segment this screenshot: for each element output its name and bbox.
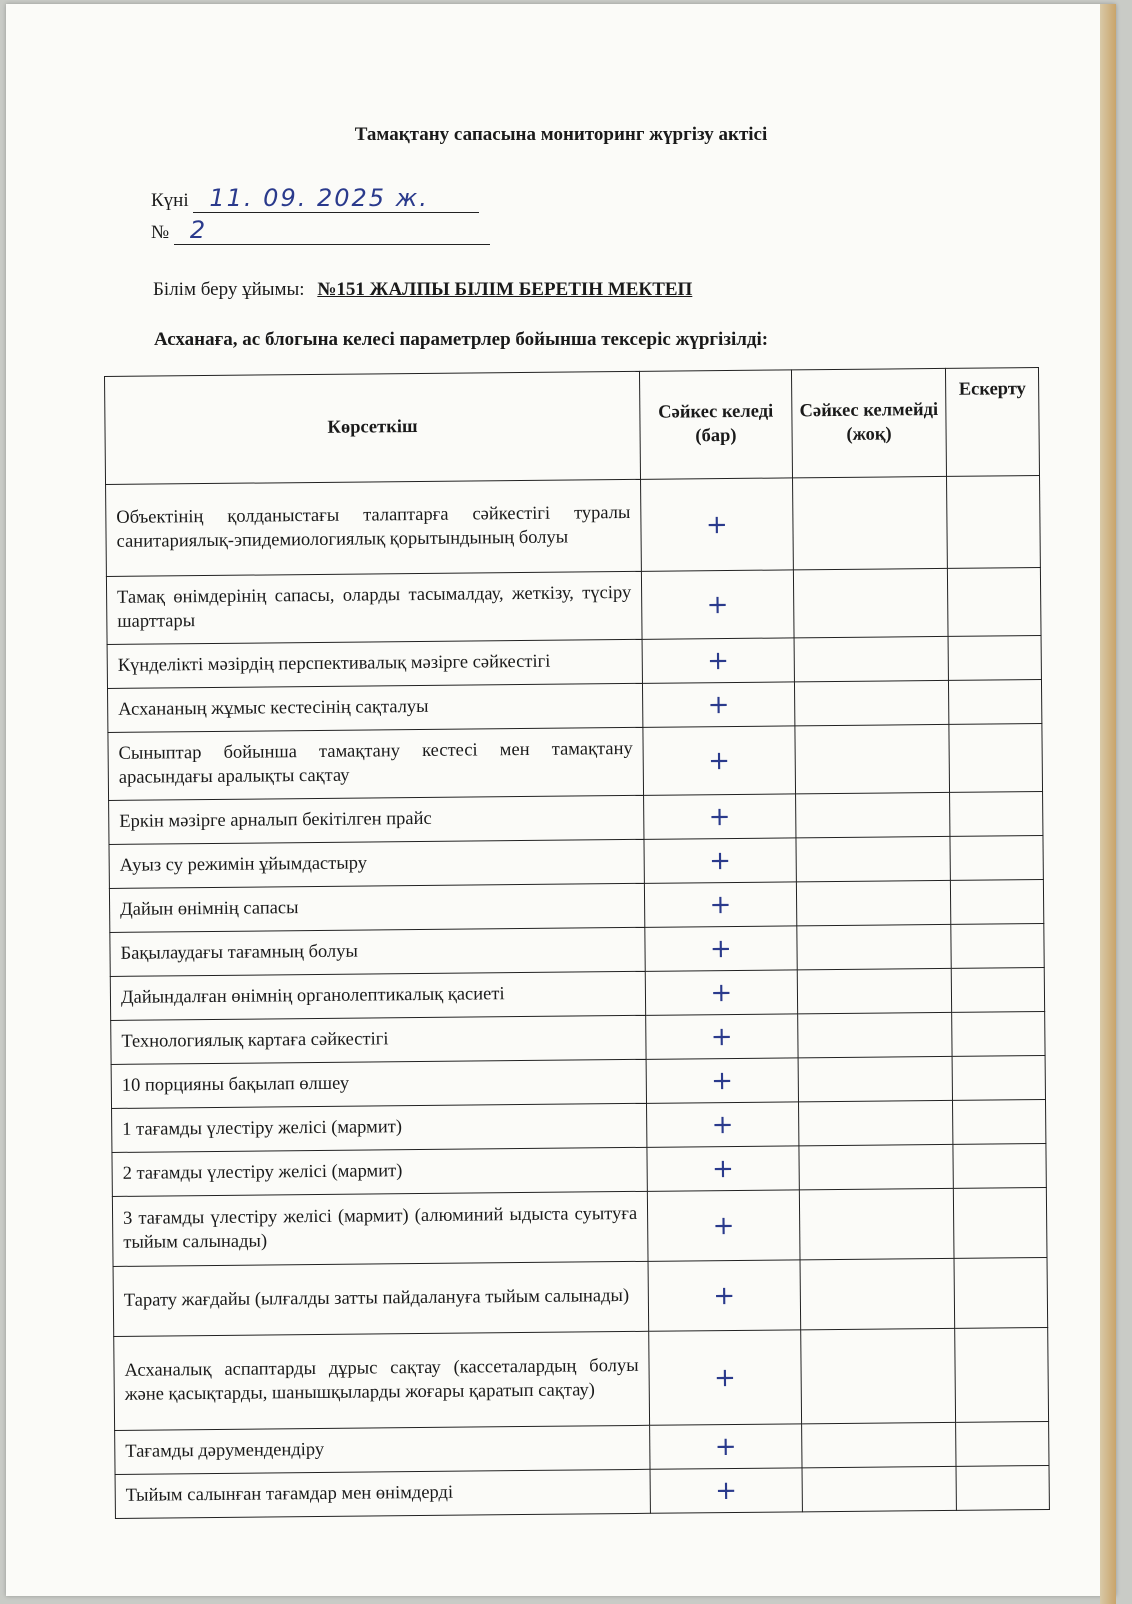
number-row <box>151 216 490 245</box>
compliant-mark: + <box>641 570 793 639</box>
non-compliant-mark <box>796 924 951 969</box>
organization-name: №151 ЖАЛПЫ БІЛІМ БЕРЕТІН МЕКТЕП <box>317 279 693 300</box>
note-cell <box>947 476 1041 569</box>
document-page <box>6 4 1116 1596</box>
indicator-cell: Технологиялық картаға сәйкестігі <box>111 1015 646 1064</box>
note-cell <box>951 924 1044 969</box>
inspection-intro: Асханаға, ас блогына келесі параметрлер бойынша тексеріс жүргізілді: <box>154 329 769 350</box>
non-compliant-mark <box>795 792 950 837</box>
indicator-cell: Сыныптар бойынша тамақтану кестесі мен тамақтану арасындағы аралықты сақтау <box>108 727 644 800</box>
indicator-cell: Тарату жағдайы (ылғалды затты пайдалануға тыйым салынады) <box>113 1261 649 1336</box>
compliant-mark: + <box>647 1102 799 1147</box>
indicator-cell: Дайындалған өнімнің органолептикалық қасиеті <box>110 971 645 1020</box>
compliant-mark: + <box>646 1014 798 1059</box>
non-compliant-mark <box>802 1466 957 1511</box>
header-note: Ескерту <box>946 368 1040 477</box>
table-row <box>106 476 1041 577</box>
non-compliant-mark <box>799 1144 954 1189</box>
non-compliant-mark <box>797 1012 952 1057</box>
compliant-mark: + <box>650 1424 802 1469</box>
note-cell <box>950 792 1043 837</box>
indicator-cell: Объектінің қолданыстағы талаптарға сәйкестігі туралы санитариялық-эпидемиологиялық қорытындының болуы <box>106 479 642 576</box>
note-cell <box>951 880 1044 925</box>
compliant-mark: + <box>642 638 794 683</box>
non-compliant-mark <box>796 880 951 925</box>
note-cell <box>952 968 1045 1013</box>
number-label: № <box>151 222 170 243</box>
indicator-cell: Тағамды дәрумендендіру <box>115 1425 650 1474</box>
indicator-cell: Ауыз су режимін ұйымдастыру <box>109 839 644 888</box>
date-row <box>151 184 479 213</box>
number-value: 2 <box>174 216 490 245</box>
indicator-cell: Еркін мәзірге арналып бекітілген прайс <box>109 795 644 844</box>
table-header-row <box>105 368 1040 485</box>
compliant-mark: + <box>644 794 796 839</box>
non-compliant-mark <box>798 1100 953 1145</box>
indicator-cell: Асханалық аспаптарды дұрыс сақтау (кассеталардың болуы және қасықтарды, шанышқыларды жоғары қаратып сақтау) <box>114 1331 650 1430</box>
table-row <box>114 1327 1049 1430</box>
table-row <box>108 724 1043 801</box>
compliant-mark: + <box>647 1190 799 1261</box>
organization-row <box>153 279 692 301</box>
compliant-mark: + <box>650 1468 802 1513</box>
non-compliant-mark <box>798 1056 953 1101</box>
note-cell <box>953 1143 1046 1188</box>
note-cell <box>948 636 1041 681</box>
note-cell <box>952 1011 1045 1056</box>
non-compliant-mark <box>794 636 949 681</box>
indicator-cell: 2 тағамды үлестіру желісі (мармит) <box>112 1147 647 1196</box>
note-cell <box>954 1187 1047 1258</box>
non-compliant-mark <box>796 836 951 881</box>
note-cell <box>956 1465 1049 1510</box>
header-compliant: Сәйкес келеді (бар) <box>640 370 793 479</box>
note-cell <box>952 1055 1045 1100</box>
non-compliant-mark <box>792 476 948 569</box>
indicator-cell: Күнделікті мәзірдің перспективалық мәзірге сәйкестігі <box>107 639 642 688</box>
indicator-cell: Асхананың жұмыс кестесінің сақталуы <box>107 683 642 732</box>
non-compliant-mark <box>797 968 952 1013</box>
header-indicator: Көрсеткіш <box>105 371 641 484</box>
compliant-mark: + <box>646 1058 798 1103</box>
non-compliant-mark <box>800 1258 955 1329</box>
non-compliant-mark <box>800 1328 956 1423</box>
indicator-cell: Бақылаудағы тағамның болуы <box>110 927 645 976</box>
note-cell <box>954 1257 1047 1328</box>
note-cell <box>953 1099 1046 1144</box>
non-compliant-mark <box>794 680 949 725</box>
page-edge <box>1100 4 1116 1604</box>
compliant-mark: + <box>648 1260 800 1331</box>
indicator-cell: Тыйым салынған тағамдар мен өнімдерді <box>115 1469 650 1518</box>
date-value: 11. 09. 2025 ж. <box>193 184 479 213</box>
note-cell <box>949 724 1042 793</box>
note-cell <box>956 1421 1049 1466</box>
compliant-mark: + <box>641 478 793 571</box>
indicator-cell: 1 тағамды үлестіру желісі (мармит) <box>112 1103 647 1152</box>
compliant-mark: + <box>645 926 797 971</box>
compliant-mark: + <box>647 1146 799 1191</box>
table-body <box>106 476 1050 1519</box>
table-row <box>106 568 1041 645</box>
note-cell <box>948 568 1041 637</box>
table-row <box>115 1465 1049 1518</box>
non-compliant-mark <box>801 1422 956 1467</box>
compliant-mark: + <box>649 1330 801 1425</box>
inspection-table <box>104 367 1050 1519</box>
note-cell <box>955 1327 1049 1422</box>
note-cell <box>949 680 1042 725</box>
note-cell <box>950 836 1043 881</box>
organization-label: Білім беру ұйымы: <box>153 279 305 300</box>
indicator-cell: 3 тағамды үлестіру желісі (мармит) (алюминий ыдыста суытуға тыйым салынады) <box>112 1191 648 1266</box>
non-compliant-mark <box>794 724 949 793</box>
date-label: Күні <box>151 190 189 211</box>
header-non-compliant: Сәйкес келмейді (жоқ) <box>791 368 947 477</box>
document-title: Тамақтану сапасына мониторинг жүргізу актісі <box>354 124 768 145</box>
non-compliant-mark <box>793 568 948 637</box>
indicator-cell: Тамақ өнімдерінің сапасы, оларды тасымалдау, жеткізу, түсіру шарттары <box>106 571 642 644</box>
compliant-mark: + <box>643 726 795 795</box>
table-row <box>112 1187 1047 1266</box>
non-compliant-mark <box>799 1188 954 1259</box>
compliant-mark: + <box>645 970 797 1015</box>
compliant-mark: + <box>643 682 795 727</box>
compliant-mark: + <box>644 838 796 883</box>
indicator-cell: Дайын өнімнің сапасы <box>109 883 644 932</box>
indicator-cell: 10 порцияны бақылап өлшеу <box>111 1059 646 1108</box>
table-row <box>113 1257 1048 1336</box>
compliant-mark: + <box>644 882 796 927</box>
